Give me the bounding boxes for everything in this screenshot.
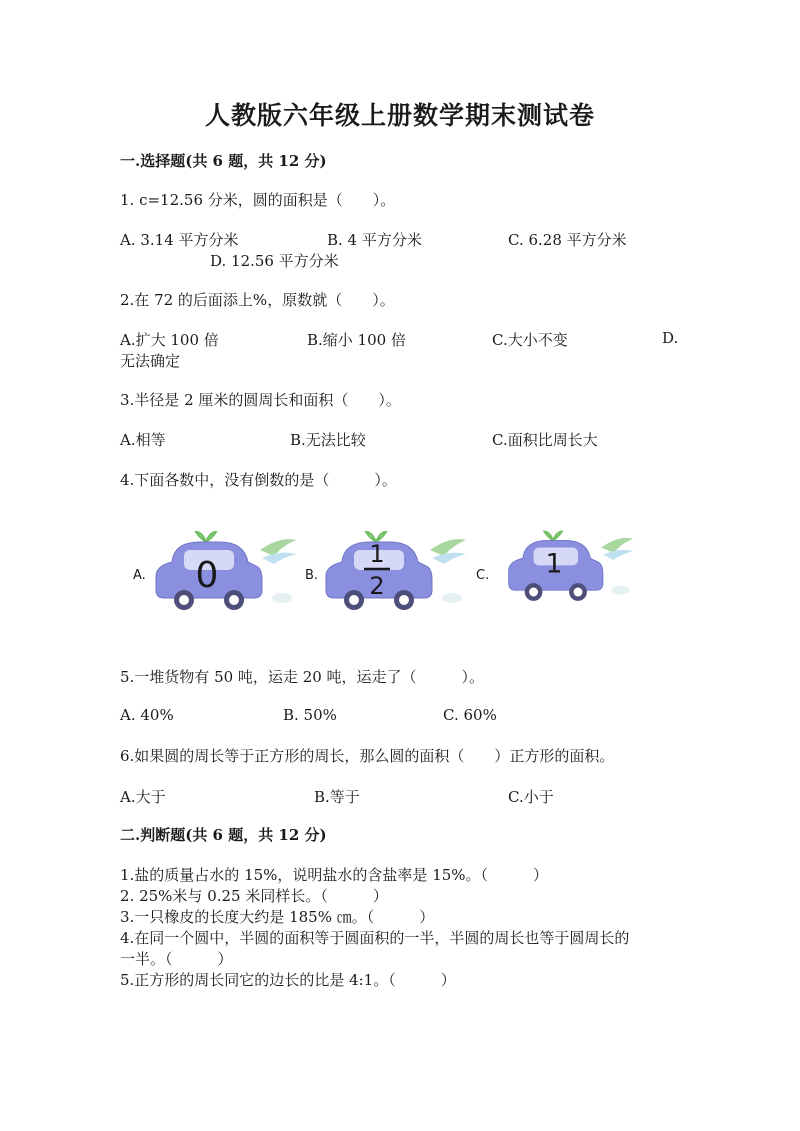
q5-option-b: B. 50% [283, 706, 337, 724]
car-number-b-numerator: 1 [369, 540, 385, 568]
tf-item-5: 5.正方形的周长同它的边长的比是 4:1。（ ） [120, 971, 456, 989]
q1-option-d: D. 12.56 平方分米 [210, 252, 339, 270]
question-1: 1. c=12.56 分米，圆的面积是（ ）。 [120, 191, 396, 209]
car-number-a: 0 [195, 555, 219, 596]
section-heading-choice: 一.选择题(共 6 题，共 12 分) [120, 152, 327, 170]
q6-option-c: C.小于 [508, 788, 554, 806]
question-5: 5.一堆货物有 50 吨，运走 20 吨，运走了（ ）。 [120, 668, 485, 686]
q3-option-a: A.相等 [120, 431, 166, 449]
q6-option-b: B.等于 [314, 788, 360, 806]
page-title: 人教版六年级上册数学期末测试卷 [204, 101, 595, 130]
question-2: 2.在 72 的后面添上%，原数就（ ）。 [120, 291, 395, 309]
q3-option-b: B.无法比较 [290, 431, 366, 449]
q1-option-b: B. 4 平方分米 [327, 231, 422, 249]
question-4: 4.下面各数中，没有倒数的是（ ）。 [120, 471, 397, 489]
car-image-c [500, 528, 640, 608]
q1-option-c: C. 6.28 平方分米 [508, 231, 627, 249]
q5-option-c: C. 60% [443, 706, 497, 724]
tf-item-1: 1.盐的质量占水的 15%，说明盐水的含盐率是 15%。（ ） [120, 866, 549, 884]
q2-option-d-cont: 无法确定 [120, 352, 181, 370]
q4-option-a-label: A. [133, 568, 146, 583]
question-6: 6.如果圆的周长等于正方形的周长，那么圆的面积（ ）正方形的面积。 [120, 747, 615, 765]
q1-option-a: A. 3.14 平方分米 [120, 231, 239, 249]
sprout-icon [544, 532, 562, 541]
car-image-a [150, 528, 300, 618]
q3-option-c: C.面积比周长大 [492, 431, 598, 449]
section-heading-true-false: 二.判断题(共 6 题，共 12 分) [120, 826, 327, 844]
car-image-b [320, 528, 470, 618]
q5-option-a: A. 40% [120, 706, 174, 724]
q6-option-a: A.大于 [120, 788, 166, 806]
q2-option-c: C.大小不变 [492, 331, 568, 349]
car-number-b-denominator: 2 [369, 572, 385, 600]
q4-option-c-label: C. [476, 568, 490, 583]
q4-option-b-label: B. [305, 568, 319, 583]
tf-item-3: 3.一只橡皮的长度大约是 185% ㎝。（ ） [120, 908, 435, 926]
tf-item-4: 4.在同一个圆中，半圆的面积等于圆面积的一半，半圆的周长也等于圆周长的 [120, 929, 630, 947]
q2-option-d: D. [662, 329, 679, 347]
sprout-icon [196, 532, 216, 542]
car-number-c: 1 [545, 548, 563, 580]
question-3: 3.半径是 2 厘米的圆周长和面积（ ）。 [120, 391, 401, 409]
tf-item-2: 2. 25%米与 0.25 米同样长。（ ） [120, 887, 388, 905]
tf-item-4-cont: 一半。（ ） [120, 950, 233, 968]
q2-option-b: B.缩小 100 倍 [307, 331, 406, 349]
q2-option-a: A.扩大 100 倍 [120, 331, 219, 349]
